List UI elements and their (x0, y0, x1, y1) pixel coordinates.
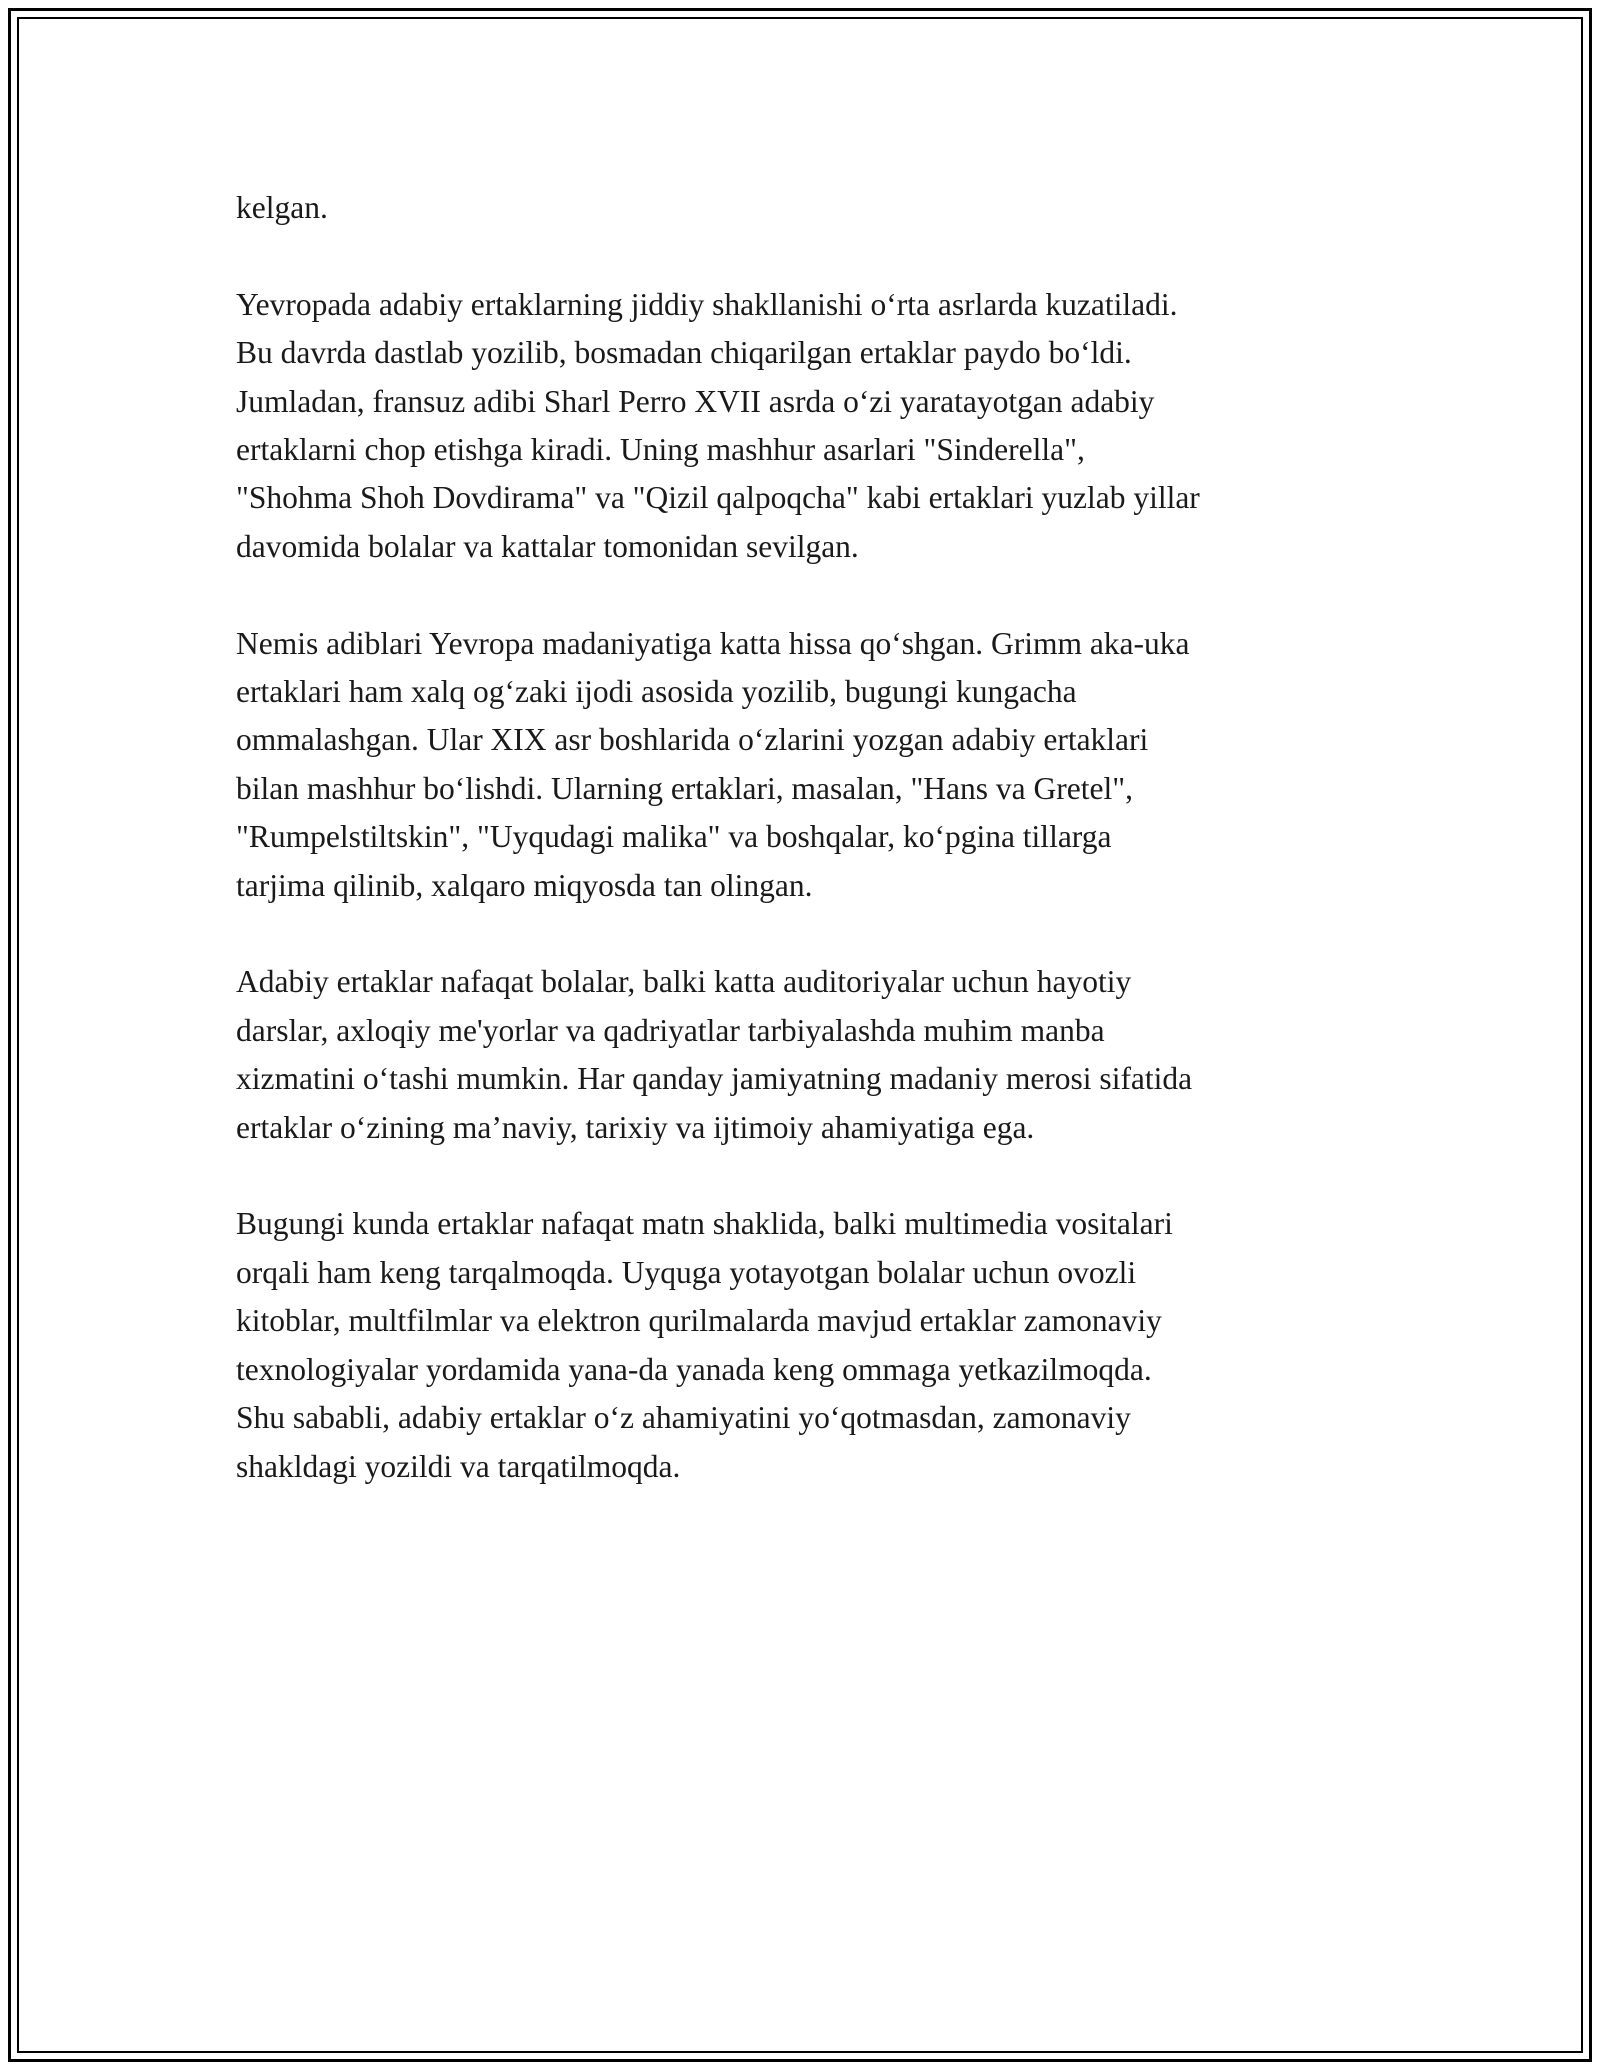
text-line: darslar, axloqiy me'yorlar va qadriyatlar tarbiyalashda muhim manba (236, 1012, 1105, 1048)
paragraph (236, 184, 1396, 232)
text-line: shakldagi yozildi va tarqatilmoqda. (236, 1448, 681, 1484)
paragraph (236, 958, 1396, 1152)
text-line: texnologiyalar yordamida yana-da yanada keng ommaga yetkazilmoqda. (236, 1351, 1152, 1387)
text-line: tarjima qilinib, xalqaro miqyosda tan olingan. (236, 867, 813, 903)
document-body (236, 184, 1396, 1539)
text-line: Bugungi kunda ertaklar nafaqat matn shaklida, balki multimedia vositalari (236, 1206, 1173, 1242)
text-line: ommalashgan. Ular XIX asr boshlarida o‘zlarini yozgan adabiy ertaklari (236, 722, 1149, 758)
paragraph (236, 620, 1396, 910)
paragraph (236, 1200, 1396, 1490)
text-line: ertaklarni chop etishga kiradi. Uning mashhur asarlari "Sinderella", (236, 432, 1085, 468)
text-line: Yevropada adabiy ertaklarning jiddiy shakllanishi o‘rta asrlarda kuzatiladi. (236, 286, 1178, 322)
text-line: Bu davrda dastlab yozilib, bosmadan chiqarilgan ertaklar paydo bo‘ldi. (236, 335, 1132, 371)
text-line: Jumladan, fransuz adibi Sharl Perro XVII asrda o‘zi yaratayotgan adabiy (236, 383, 1155, 419)
text-line: orqali ham keng tarqalmoqda. Uyquga yotayotgan bolalar uchun ovozli (236, 1254, 1137, 1290)
text-line: Shu sababli, adabiy ertaklar o‘z ahamiyatini yo‘qotmasdan, zamonaviy (236, 1400, 1131, 1436)
text-line: "Rumpelstiltskin", "Uyqudagi malika" va boshqalar, ko‘pgina tillarga (236, 819, 1112, 855)
text-line: xizmatini o‘tashi mumkin. Har qanday jamiyatning madaniy merosi sifatida (236, 1061, 1193, 1097)
text-line: davomida bolalar va kattalar tomonidan sevilgan. (236, 528, 859, 564)
text-line: Adabiy ertaklar nafaqat bolalar, balki katta auditoriyalar uchun hayotiy (236, 964, 1132, 1000)
text-line: kelgan. (236, 190, 328, 225)
text-line: bilan mashhur bo‘lishdi. Ularning ertaklari, masalan, "Hans va Gretel", (236, 770, 1133, 806)
text-line: ertaklar o‘zining ma’naviy, tarixiy va ijtimoiy ahamiyatiga ega. (236, 1109, 1035, 1145)
text-line: "Shohma Shoh Dovdirama" va "Qizil qalpoqcha" kabi ertaklari yuzlab yillar (236, 480, 1200, 516)
paragraph (236, 281, 1396, 571)
text-line: ertaklari ham xalq og‘zaki ijodi asosida yozilib, bugungi kungacha (236, 674, 1077, 710)
text-line: kitoblar, multfilmlar va elektron qurilmalarda mavjud ertaklar zamonaviy (236, 1303, 1162, 1339)
text-line: Nemis adiblari Yevropa madaniyatiga katta hissa qo‘shgan. Grimm aka-uka (236, 625, 1190, 661)
